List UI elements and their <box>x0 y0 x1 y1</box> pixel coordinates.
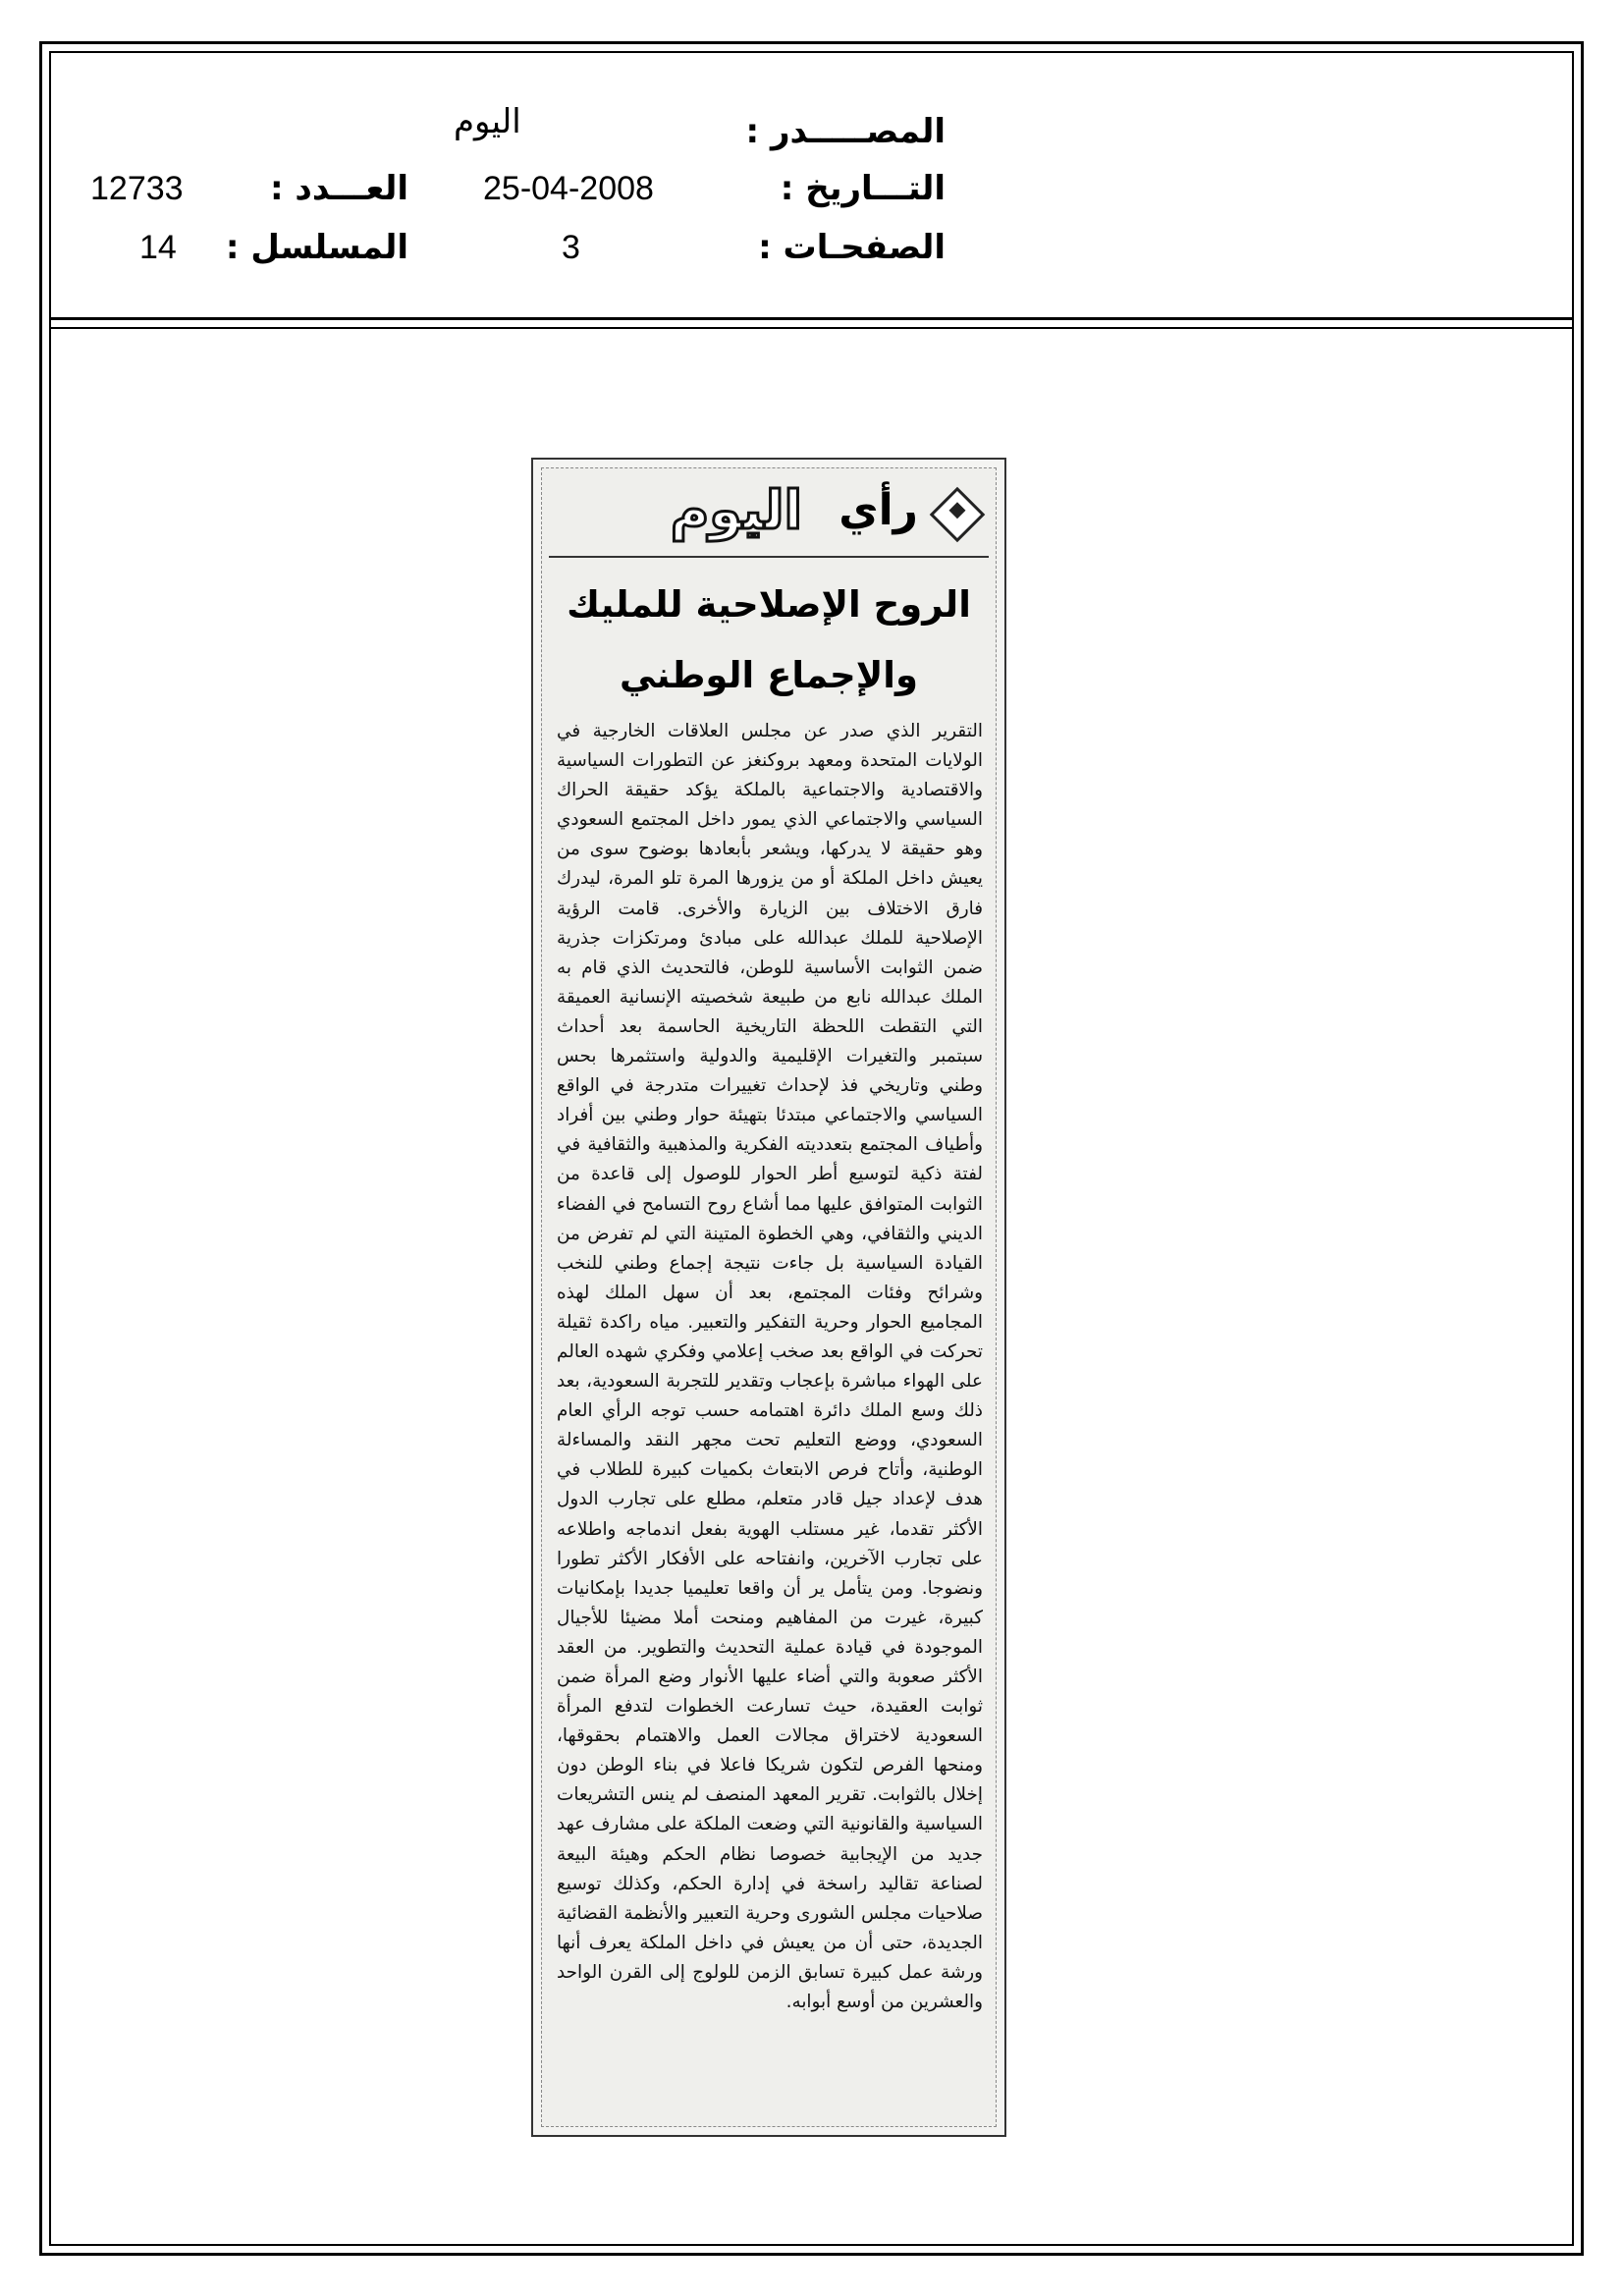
header-divider-inner <box>49 327 1574 329</box>
header-divider <box>49 317 1574 320</box>
headline-line-1: الروح الإصلاحية للمليك <box>567 583 971 626</box>
article-body: التقرير الذي صدر عن مجلس العلاقات الخارجية في الولايات المتحدة ومعهد بروكنغز عن التطورات السياسية والاقتصادية والاجتماعية بالملكة يؤكد حقيقة الحراك السياسي والاجتماعي الذي يمور داخل المجتمع السعودي وهو حقيقة لا يدركها، ويشعر بأبعادها بوضوح سوى من يعيش داخل الملكة أو من يزورها المرة تلو المرة، ليدرك فارق الاختلاف بين الزيارة والأخرى. قامت الرؤية الإصلاحية للملك عبدالله على مبادئ ومرتكزات جذرية ضمن الثوابت الأساسية للوطن، فالتحديث الذي قام به الملك عبدالله نابع من طبيعة شخصيته الإنسانية العميقة التي التقطت اللحظة التاريخية الحاسمة بعد أحداث سبتمبر والتغيرات الإقليمية والدولية واستثمرها بحس وطني وتاريخي فذ لإحداث تغييرات متدرجة في الواقع السياسي والاجتماعي مبتدئا بتهيئة حوار وطني بين أفراد وأطياف المجتمع بتعدديته الفكرية والمذهبية والثقافية في لفتة ذكية لتوسيع أطر الحوار للوصول إلى قاعدة من الثوابت المتوافق عليها مما أشاع روح التسامح في الفضاء الديني والثقافي، وهي الخطوة المتينة التي لم تفرض من القيادة السياسية بل جاءت نتيجة إجماع وطني للنخب وشرائح وفئات المجتمع، بعد أن سهل الملك لهذه المجاميع الحوار وحرية التفكير والتعبير. مياه راكدة ثقيلة تحركت في الواقع بعد صخب إعلامي وفكري شهده العالم على الهواء مباشرة بإعجاب وتقدير للتجربة السعودية، بعد ذلك وسع الملك دائرة اهتمامه حسب توجه الرأي العام السعودي، ووضع التعليم تحت مجهر النقد والمساءلة الوطنية، وأتاح فرص الابتعاث بكميات كبيرة للطلاب في هدف لإعداد جيل قادر متعلم، مطلع على تجارب الدول الأكثر تقدما، غير مستلب الهوية بفعل اندماجه واطلاعه على تجارب الآخرين، وانفتاحه على الأفكار الأكثر تطورا ونضوجا. ومن يتأمل ير أن واقعا تعليميا جديدا بإمكانيات كبيرة، غيرت من المفاهيم ومنحت أملا مضيئا للأجيال الموجودة في قيادة عملية التحديث والتطوير. من العقد الأكثر صعوبة والتي أضاء عليها الأنوار وضع المرأة ضمن ثوابت العقيدة، حيث تسارعت الخطوات لتدفع المرأة السعودية لاختراق مجالات العمل والاهتمام بحقوقها، ومنحها الفرص لتكون شريكا فاعلا في بناء الوطن دون إخلال بالثوابت. تقرير المعهد المنصف لم ينس التشريعات السياسية والقانونية التي وضعت الملكة على مشارف عهد جديد من الإيجابية خصوصا نظام الحكم وهيئة البيعة لصناعة تقاليد راسخة في إدارة الحكم، وكذلك توسيع صلاحيات مجلس الشورى وحرية التعبير والأنظمة القضائية الجديدة، حتى أن من يعيش في داخل الملكة يعرف أنها ورشة عمل كبيرة تسابق الزمن للولوج إلى القرن الواحد والعشرين من أوسع أبوابه. <box>557 721 983 2013</box>
newspaper-name: اليوم <box>670 479 802 541</box>
newspaper-clipping <box>531 458 1006 2137</box>
issue-label: العـــدد : <box>270 169 408 208</box>
opinion-banner <box>549 481 989 550</box>
pages-value: 3 <box>562 229 580 266</box>
source-label: المصـــــدر : <box>745 112 946 151</box>
date-value: 25-04-2008 <box>483 170 654 207</box>
date-label: التـــاريخ : <box>780 169 946 208</box>
pages-label: الصفحـات : <box>758 228 946 267</box>
diamond-logo-icon <box>930 487 986 543</box>
article-headline <box>553 570 985 711</box>
banner-rule <box>549 556 989 558</box>
serial-value: 14 <box>139 229 177 266</box>
source-value: اليوم <box>454 102 521 141</box>
issue-value: 12733 <box>90 170 184 207</box>
headline-line-2: والإجماع الوطني <box>620 654 918 696</box>
serial-label: المسلسل : <box>225 228 408 267</box>
column-label: رأي <box>839 485 918 535</box>
